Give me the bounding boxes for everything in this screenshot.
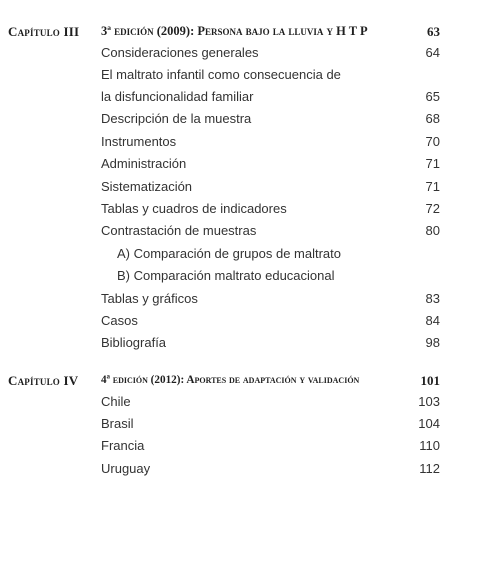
- chapter-4-label: Capítulo IV: [8, 373, 79, 388]
- toc-page-bibliografia: 98: [425, 335, 440, 350]
- toc-page-descripcion: 68: [425, 111, 440, 126]
- toc-subentry-comparacion-grupos: A) Comparación de grupos de maltrato: [117, 246, 342, 261]
- toc-entry-maltrato-line1: El maltrato infantil como consecuencia de: [101, 67, 341, 82]
- toc-page-casos: 84: [425, 313, 440, 328]
- toc-page-tablas-graficos: 83: [425, 291, 440, 306]
- toc-page-administracion: 71: [425, 156, 440, 171]
- toc-entry-brasil: Brasil: [101, 416, 134, 431]
- toc-page-chile: 103: [418, 394, 440, 409]
- toc-page-tablas-cuadros: 72: [425, 201, 440, 216]
- chapter-3-heading-page: 63: [427, 24, 440, 39]
- toc-entry-descripcion: Descripción de la muestra: [101, 111, 252, 126]
- toc-entry-tablas-graficos: Tablas y gráficos: [101, 291, 198, 306]
- toc-entry-chile: Chile: [101, 394, 131, 409]
- toc-entry-administracion: Administración: [101, 156, 187, 171]
- toc-entry-contrastacion: Contrastación de muestras: [101, 223, 257, 238]
- toc-page-sistematizacion: 71: [425, 179, 440, 194]
- toc-entry-sistematizacion: Sistematización: [101, 179, 193, 194]
- toc-page-contrastacion: 80: [425, 223, 440, 238]
- toc-page-instrumentos: 70: [425, 134, 440, 149]
- toc-entry-tablas-cuadros: Tablas y cuadros de indicadores: [101, 201, 287, 216]
- toc-page-francia: 110: [419, 438, 440, 453]
- toc-entry-consideraciones: Consideraciones generales: [101, 45, 259, 60]
- chapter-3-heading: 3ª edición (2009): Persona bajo la lluvia y H T P: [101, 24, 368, 38]
- toc-subentry-comparacion-educacional: B) Comparación maltrato educacional: [117, 268, 335, 283]
- chapter-4-heading-page: 101: [420, 373, 440, 388]
- toc-page-maltrato: 65: [425, 89, 440, 104]
- chapter-4-heading: 4ª edición (2012): Aportes de adaptación y validación: [101, 374, 360, 386]
- toc-entry-francia: Francia: [101, 438, 145, 453]
- chapter-3-label: Capítulo III: [8, 24, 80, 39]
- toc-entry-uruguay: Uruguay: [101, 461, 151, 476]
- toc-page-consideraciones: 64: [425, 45, 440, 60]
- toc-page-uruguay: 112: [419, 461, 440, 476]
- toc-page-brasil: 104: [418, 416, 440, 431]
- toc-entry-maltrato-line2: la disfuncionalidad familiar: [101, 89, 254, 104]
- toc-entry-casos: Casos: [101, 313, 138, 328]
- toc-entry-bibliografia: Bibliografía: [101, 335, 167, 350]
- toc-entry-instrumentos: Instrumentos: [101, 134, 177, 149]
